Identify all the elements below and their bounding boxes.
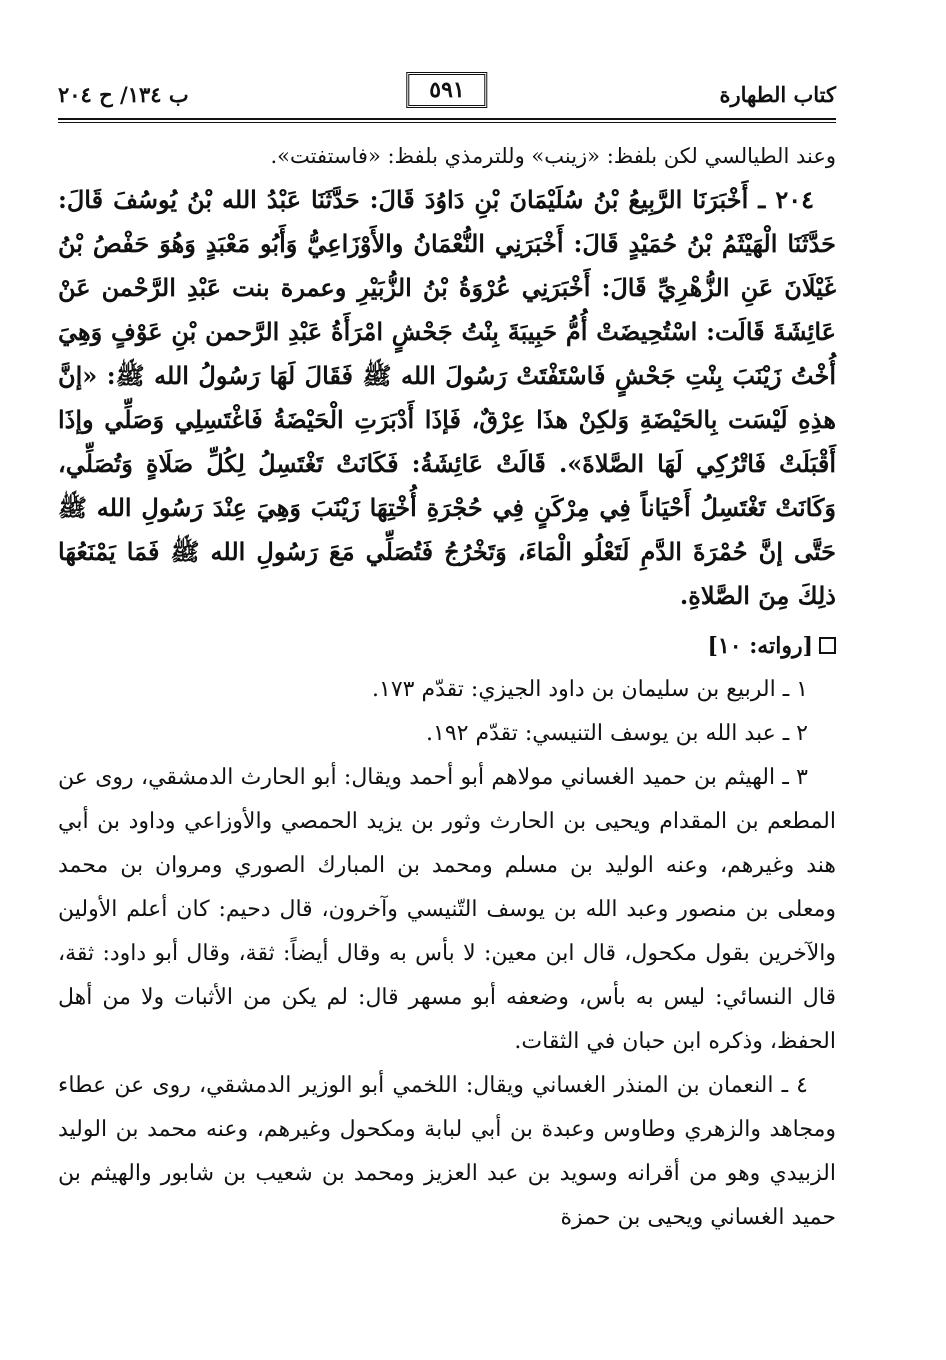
header-rule [58,118,836,120]
hadith-text [58,178,836,618]
page-number: ٥٩١ [406,72,487,108]
note-line: وعند الطيالسي لكن بلفظ: «زينب» وللترمذي بلفظ: «فاستفتت». [270,144,836,168]
hadith-reference: ب ١٣٤/ ح ٢٠٤ [58,82,189,107]
header-rule-thin [58,122,836,123]
section-heading-text: [رواته: ١٠] [707,633,813,659]
hadith-body: أَخْبَرَنَا الرَّبِيعُ بْنُ سُلَيْمَانَ بْنِ دَاوُدَ قَالَ: حَدَّثَنَا عَبْدُ الله بْنُ يُوسُفَ قَالَ: حَدَّثَنَا الْهَيْثَمُ بْنُ حُمَيْدٍ قَالَ: أَخْبَرَنِي النُّعْمَانُ والأَوْزَاعِيُّ وَأَبُو مَعْبَدٍ وَهُوَ حَفْصُ بْنُ غَيْلَانَ عَنِ الزُّهْرِيِّ قَالَ: أَخْبَرَنِي عُرْوَةُ بْنُ الزُّبَيْرِ وعمرة بنت عَبْدِ الرَّحْمن عَنْ عَائِشَةَ قَالَت: اسْتُحِيضَتْ أُمُّ حَبِيبَةَ بِنْتُ جَحْشٍ امْرَأَةُ عَبْدِ الرَّحمن بْنِ عَوْفٍ وَهِيَ أُخْتُ زَيْنَبَ بِنْتِ جَحْشٍ فَاسْتَفْتَتْ رَسُولَ الله ﷺ فَقَالَ لَهَا رَسُولُ الله ﷺ: «إنَّ هذِهِ لَيْسَت بِالحَيْضَةِ وَلكِنْ هذَا عِرْقٌ، فَإذَا أَدْبَرَتِ الْحَيْضَةُ فَاغْتَسِلِي وَصَلِّي وإذَا أَقْبَلَتْ فَاتْرُكِي لَهَا الصَّلاةَ». قَالَتْ عَائِشَةُ: فَكَانَتْ تَغْتَسِلُ لِكُلِّ صَلَاةٍ وَتُصَلِّي، وَكَانَتْ تَغْتَسِلُ أَحْيَاناً فِي مِرْكَنٍ فِي حُجْرَةِ أُخْتِهَا زَيْنَبَ وَهِيَ عِنْدَ رَسُولِ الله ﷺ حَتَّى إنَّ حُمْرَةَ الدَّمِ لَتَعْلُو الْمَاءَ، وَتَخْرُجُ فَتُصَلِّي مَعَ رَسُولِ الله ﷺ فَمَا يَمْنَعُهَا ذلِكَ مِنَ الصَّلاةِ. [58,185,837,610]
narrator-2: ٢ ـ عبد الله بن يوسف التنيسي: تقدّم ١٩٢. [426,721,808,746]
hadith-number: ٢٠٤ ـ [758,185,814,214]
narrator-4: ٤ ـ النعمان بن المنذر الغساني ويقال: اللخمي أبو الوزير الدمشقي، روى عن عطاء ومجاهد والزهري وطاوس وعبدة بن أبي لبابة ومكحول وغيرهم، وعنه محمد بن الوليد الزبيدي وهو من أقرانه وسويد بن عبد العزيز ومحمد بن شعيب بن شابور والهيثم بن حميد الغساني ويحيى بن حمزة [58,1073,836,1230]
page-header [58,72,836,116]
section-heading [58,624,836,668]
narrator-1: ١ ـ الربيع بن سليمان بن داود الجيزي: تقدّم ١٧٣. [372,677,808,702]
narrator-3: ٣ ـ الهيثم بن حميد الغساني مولاهم أبو أحمد ويقال: أبو الحارث الدمشقي، روى عن المطعم بن المقدام ويحيى بن الحارث وثور بن يزيد الحمصي والأوزاعي وداود بن أبي هند وغيرهم، وعنه الوليد بن مسلم ومحمد بن المبارك الصوري ومروان بن محمد ومعلى بن منصور وعبد الله بن يوسف التّنيسي وآخرون، قال دحيم: كان أعلم الأولين والآخرين بقول مكحول، قال ابن معين: لا بأس به وقال أيضاً: ثقة، وقال أبو داود: ثقة، قال النسائي: ليس به بأس، وضعفه أبو مسهر قال: لم يكن من الأثبات ولا من أهل الحفظ، وذكره ابن حبان في الثقات. [58,765,836,1054]
chapter-title: كتاب الطهارة [719,82,836,107]
page-body [58,134,836,1240]
square-bullet-icon [819,637,836,654]
